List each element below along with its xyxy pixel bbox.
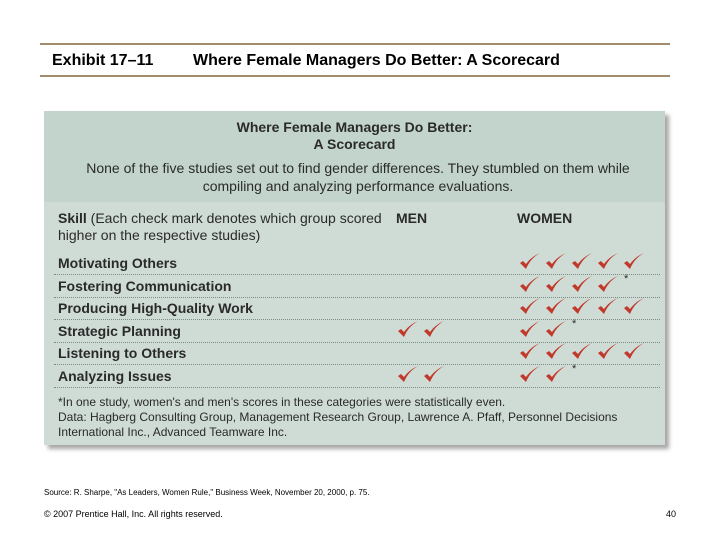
top-rule — [40, 43, 670, 45]
check-mark-icon — [570, 342, 594, 362]
scorecard-figure — [44, 111, 665, 445]
scorecard-title-line2: A Scorecard — [313, 136, 396, 152]
check-mark-icon — [544, 365, 568, 385]
skill-label: Analyzing Issues — [58, 368, 172, 384]
check-mark-icon — [518, 342, 542, 362]
scorecard-header — [44, 111, 665, 202]
men-column-header: MEN — [396, 210, 428, 226]
skill-header-bold: Skill — [58, 210, 87, 226]
check-mark-icon — [518, 320, 542, 340]
page-number: 40 — [666, 509, 677, 519]
footnote-asterisk-note: *In one study, women's and men's scores in these categories were statistically even. — [58, 395, 506, 409]
skill-column-header — [58, 210, 388, 244]
check-mark-icon — [544, 297, 568, 317]
check-mark-icon — [622, 252, 646, 272]
scorecard-description: None of the five studies set out to find gender differences. They stumbled on them while compiling and analyzing performance evaluations. — [86, 160, 630, 194]
source-citation: Source: R. Sharpe, "As Leaders, Women Rule," Business Week, November 20, 2000, p. 75. — [44, 488, 370, 497]
skill-label: Fostering Communication — [58, 277, 232, 294]
footnote — [58, 395, 648, 440]
check-mark-icon — [396, 365, 420, 385]
skill-label: Motivating Others — [58, 255, 178, 271]
check-mark-icon — [422, 320, 446, 340]
exhibit-number: Exhibit 17–11 — [52, 52, 154, 69]
table-row — [54, 297, 660, 320]
table-row — [54, 272, 660, 298]
scorecard-title — [44, 119, 665, 153]
table-row — [54, 342, 660, 365]
check-mark-icon — [518, 252, 542, 272]
check-mark-icon — [596, 297, 620, 317]
check-mark-icon — [396, 320, 420, 340]
check-mark-icon — [596, 342, 620, 362]
skill-label: Listening to Others — [58, 345, 187, 362]
check-mark-icon — [596, 252, 620, 272]
asterisk-marker: * — [572, 317, 577, 330]
check-mark-icon — [518, 275, 542, 295]
asterisk-marker: * — [572, 363, 577, 375]
skill-header-note: (Each check mark denotes which group scored higher on the respective studies) — [58, 210, 382, 243]
check-mark-icon — [570, 275, 594, 295]
table-row — [54, 365, 660, 388]
check-mark-icon — [422, 365, 446, 385]
women-column-header: WOMEN — [517, 210, 573, 226]
table-row — [54, 317, 660, 343]
check-mark-icon — [544, 252, 568, 272]
title-rule — [40, 75, 670, 77]
check-mark-icon — [518, 365, 542, 385]
scorecard-title-line1: Where Female Managers Do Better: — [236, 119, 473, 135]
footnote-data-source: Data: Hagberg Consulting Group, Management Research Group, Lawrence A. Pfaff, Personnel Decisions International Inc., Advanced Teamware Inc. — [58, 410, 618, 439]
check-mark-icon — [518, 297, 542, 317]
copyright-notice: © 2007 Prentice Hall, Inc. All rights reserved. — [44, 509, 223, 519]
slide-title: Where Female Managers Do Better: A Scorecard — [193, 52, 560, 69]
skill-label: Strategic Planning — [58, 322, 181, 339]
check-mark-icon — [544, 320, 568, 340]
asterisk-marker: * — [624, 272, 629, 285]
check-mark-icon — [622, 342, 646, 362]
check-mark-icon — [570, 252, 594, 272]
check-mark-icon — [544, 275, 568, 295]
table-row — [54, 252, 660, 275]
check-mark-icon — [596, 275, 620, 295]
skill-label: Producing High-Quality Work — [58, 300, 253, 317]
check-mark-icon — [622, 297, 646, 317]
check-mark-icon — [570, 297, 594, 317]
check-mark-icon — [544, 342, 568, 362]
